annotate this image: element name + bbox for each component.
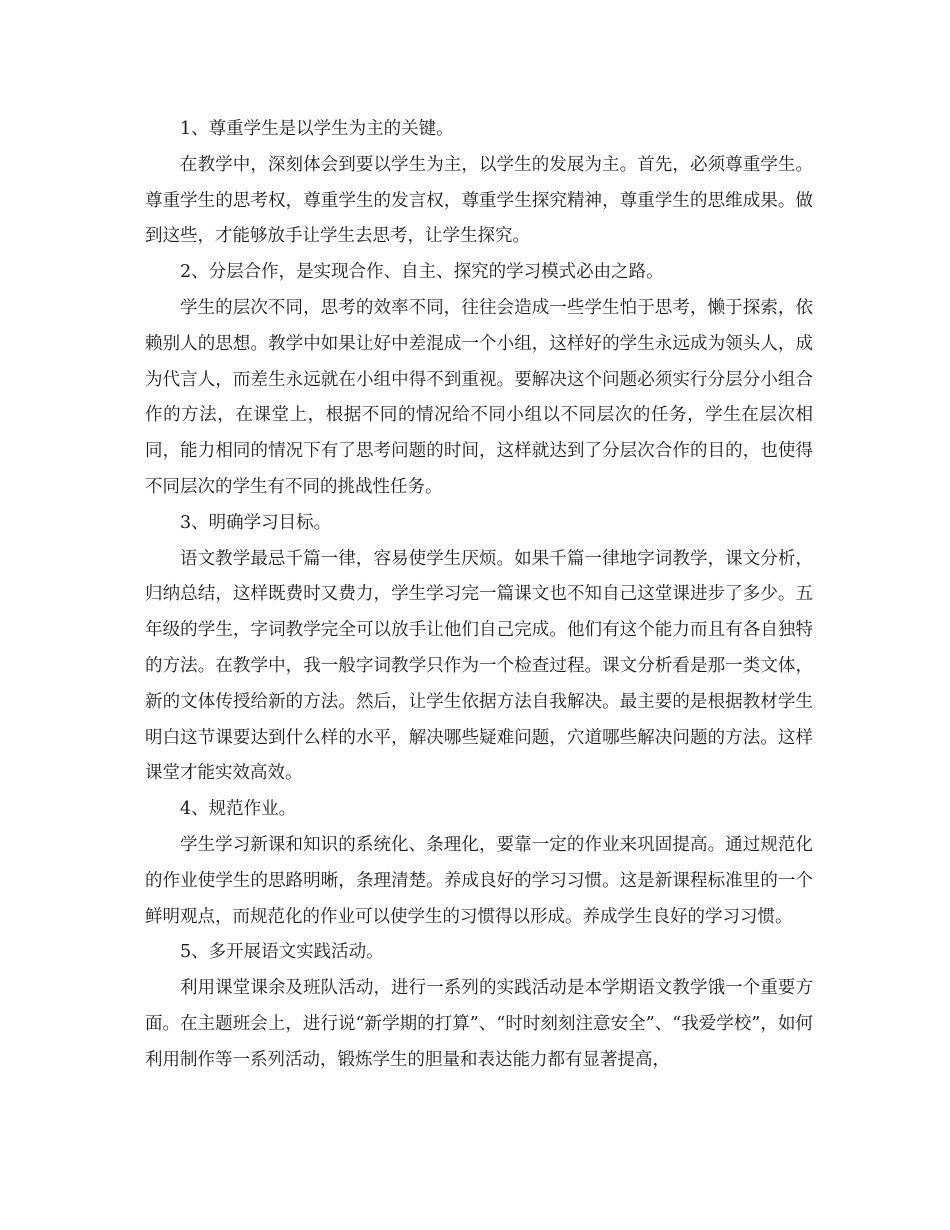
- heading-practice-activities: 5、多开展语文实践活动。: [180, 942, 384, 963]
- paragraph-respect-students: 在教学中，深刻体会到要以学生为主，以学生的发展为主。首先，必须尊重学生。尊重学生的思考权，尊重学生的发言权，尊重学生探究精神，尊重学生的思维成果。做到这些，才能够放手让学生去思考，让学生探究。: [145, 154, 813, 247]
- paragraph-layered-cooperation: 学生的层次不同，思考的效率不同，往往会造成一些学生怕于思考，懒于探索，依赖别人的思想。教学中如果让好中差混成一个小组，这样好的学生永远成为领头人，成为代言人，而差生永远就在小组中得不到重视。要解决这个问题必须实行分层分小组合作的方法，在课堂上，根据不同的情况给不同小组以不同层次的任务，学生在层次相同，能力相同的情况下有了思考问题的时间，这样就达到了分层次合作的目的，也使得不同层次的学生有不同的挑战性任务。: [145, 297, 813, 497]
- heading-standard-homework: 4、规范作业。: [180, 799, 297, 820]
- paragraph-practice-activities: 利用课堂课余及班队活动，进行一系列的实践活动是本学期语文教学饿一个重要方面。在主题班会上，进行说“新学期的打算”、“时时刻刻注意安全”、“我爱学校”，如何利用制作等一系列活动，锻炼学生的胆量和表达能力都有显著提高，: [145, 978, 813, 1070]
- document-body: [145, 112, 813, 1079]
- heading-learning-goals: 3、明确学习目标。: [180, 512, 332, 533]
- paragraph-learning-goals: 语文教学最忌千篇一律，容易使学生厌烦。如果千篇一律地字词教学，课文分析，归纳总结，这样既费时又费力，学生学习完一篇课文也不知自己这堂课进步了多少。五年级的学生，字词教学完全可以放手让他们自己完成。他们有这个能力而且有各自独特的方法。在教学中，我一般字词教学只作为一个检查过程。课文分析看是那一类文体，新的文体传授给新的方法。然后，让学生依据方法自我解决。最主要的是根据教材学生明白这节课要达到什么样的水平，解决哪些疑难问题，穴道哪些解决问题的方法。这样课堂才能实效高效。: [145, 548, 813, 784]
- paragraph-standard-homework: 学生学习新课和知识的系统化、条理化，要靠一定的作业来巩固提高。通过规范化的作业使学生的思路明晰，条理清楚。养成良好的学习习惯。这是新课程标准里的一个鲜明观点，而规范化的作业可以使学生的习惯得以形成。养成学生良好的学习习惯。: [145, 834, 813, 927]
- heading-respect-students: 1、尊重学生是以学生为主的关键。: [180, 119, 454, 139]
- heading-layered-cooperation: 2、分层合作，是实现合作、自主、探究的学习模式必由之路。: [180, 262, 664, 283]
